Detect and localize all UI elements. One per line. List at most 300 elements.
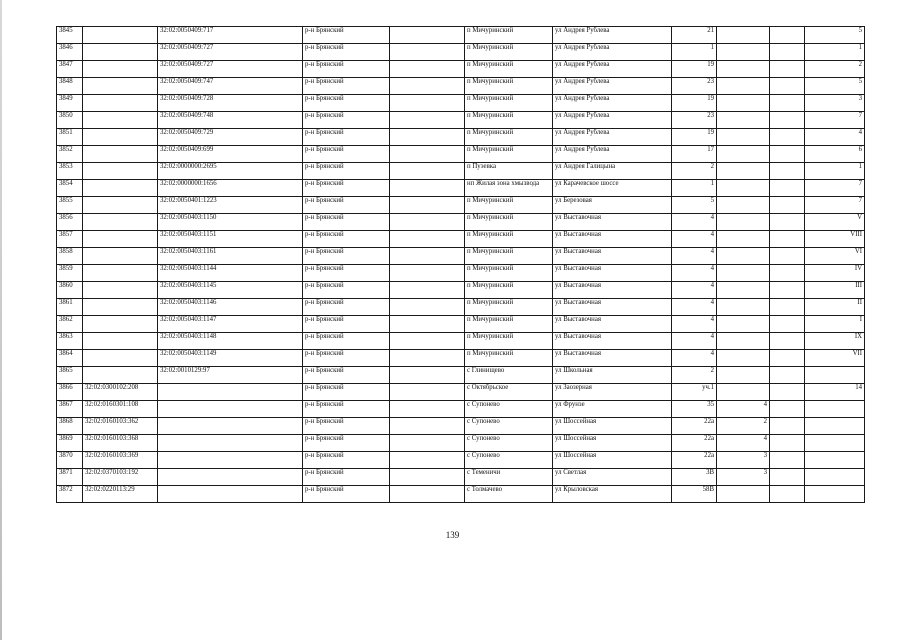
cell-extra	[770, 265, 805, 282]
table-row	[57, 401, 865, 418]
cell-house-number: уч.1	[672, 384, 717, 401]
cell-street: ул Шоссейная	[553, 452, 672, 469]
cell-house-number: 58В	[672, 486, 717, 503]
cell-house-number: 19	[672, 129, 717, 146]
cell-house-number: 4	[672, 214, 717, 231]
cell-row-number: 3847	[57, 61, 83, 78]
cell-extra	[770, 129, 805, 146]
cell-house-number: 1	[672, 44, 717, 61]
cell-cadastral-number-a	[83, 27, 158, 44]
cell-cadastral-number-a	[83, 163, 158, 180]
cell-municipality	[390, 469, 465, 486]
cell-row-number: 3848	[57, 78, 83, 95]
cell-apartment-number	[805, 452, 865, 469]
table-row	[57, 146, 865, 163]
cell-cadastral-number-b: 32:02:0050403:1148	[158, 333, 303, 350]
cell-cadastral-number-a	[83, 78, 158, 95]
cell-municipality	[390, 78, 465, 95]
cell-settlement: п Мичуринский	[465, 61, 553, 78]
table-row	[57, 469, 865, 486]
cell-apartment-number: 7	[805, 112, 865, 129]
cell-cadastral-number-a	[83, 112, 158, 129]
cell-street: ул Выставочная	[553, 231, 672, 248]
table-row	[57, 112, 865, 129]
cell-building-number	[717, 367, 770, 384]
cell-building-number	[717, 78, 770, 95]
table-row	[57, 163, 865, 180]
cell-municipality	[390, 452, 465, 469]
cell-street: ул Выставочная	[553, 316, 672, 333]
cell-extra	[770, 486, 805, 503]
cell-row-number: 3846	[57, 44, 83, 61]
cell-settlement: с Теменичи	[465, 469, 553, 486]
cell-row-number: 3871	[57, 469, 83, 486]
cell-apartment-number	[805, 435, 865, 452]
cell-district: р-н Брянский	[303, 452, 390, 469]
cell-cadastral-number-a: 32:02:0160103:369	[83, 452, 158, 469]
cell-extra	[770, 78, 805, 95]
cell-settlement: п Мичуринский	[465, 350, 553, 367]
table-row	[57, 197, 865, 214]
cell-cadastral-number-a	[83, 367, 158, 384]
cell-house-number: 4	[672, 333, 717, 350]
cell-district: р-н Брянский	[303, 418, 390, 435]
cell-house-number: 17	[672, 146, 717, 163]
cell-row-number: 3869	[57, 435, 83, 452]
cell-building-number	[717, 214, 770, 231]
cell-municipality	[390, 333, 465, 350]
cell-municipality	[390, 112, 465, 129]
cell-street: ул Выставочная	[553, 265, 672, 282]
cell-street: ул Андрея Рублева	[553, 27, 672, 44]
cell-municipality	[390, 299, 465, 316]
table-row	[57, 44, 865, 61]
cell-cadastral-number-b	[158, 435, 303, 452]
cell-municipality	[390, 95, 465, 112]
cell-district: р-н Брянский	[303, 367, 390, 384]
cell-extra	[770, 27, 805, 44]
cell-street: ул Андрея Рублева	[553, 95, 672, 112]
cell-cadastral-number-a	[83, 248, 158, 265]
cell-extra	[770, 180, 805, 197]
cell-district: р-н Брянский	[303, 95, 390, 112]
cell-apartment-number: 5	[805, 27, 865, 44]
cell-extra	[770, 61, 805, 78]
cell-settlement: п Мичуринский	[465, 316, 553, 333]
cell-row-number: 3872	[57, 486, 83, 503]
cell-apartment-number	[805, 418, 865, 435]
cell-apartment-number: 1	[805, 163, 865, 180]
cell-extra	[770, 418, 805, 435]
cell-house-number: 22а	[672, 435, 717, 452]
cell-house-number: 4	[672, 231, 717, 248]
cell-street: ул Школьная	[553, 367, 672, 384]
cell-row-number: 3856	[57, 214, 83, 231]
cell-settlement: п Мичуринский	[465, 265, 553, 282]
table-row	[57, 78, 865, 95]
cell-row-number: 3862	[57, 316, 83, 333]
cell-street: ул Андрея Рублева	[553, 146, 672, 163]
table-row	[57, 27, 865, 44]
cell-house-number: 4	[672, 282, 717, 299]
cell-row-number: 3866	[57, 384, 83, 401]
cell-cadastral-number-b	[158, 418, 303, 435]
cell-cadastral-number-b: 32:02:0050409:728	[158, 95, 303, 112]
cell-cadastral-number-b: 32:02:0050403:1145	[158, 282, 303, 299]
cell-street: ул Андрея Рублева	[553, 112, 672, 129]
cell-building-number: 4	[717, 435, 770, 452]
cell-settlement: с Супонево	[465, 452, 553, 469]
table-row	[57, 231, 865, 248]
cell-house-number: 22а	[672, 418, 717, 435]
cell-house-number: 4	[672, 299, 717, 316]
cell-cadastral-number-a	[83, 231, 158, 248]
cell-district: р-н Брянский	[303, 214, 390, 231]
cell-street: ул Выставочная	[553, 333, 672, 350]
cell-apartment-number: VII	[805, 350, 865, 367]
cell-apartment-number: I	[805, 316, 865, 333]
cell-district: р-н Брянский	[303, 435, 390, 452]
cell-street: ул Заозерная	[553, 384, 672, 401]
cell-district: р-н Брянский	[303, 401, 390, 418]
cell-settlement: п Мичуринский	[465, 333, 553, 350]
cell-row-number: 3861	[57, 299, 83, 316]
cell-extra	[770, 231, 805, 248]
table-row	[57, 435, 865, 452]
cell-extra	[770, 44, 805, 61]
cell-district: р-н Брянский	[303, 146, 390, 163]
cell-extra	[770, 282, 805, 299]
cell-building-number	[717, 180, 770, 197]
cell-district: р-н Брянский	[303, 61, 390, 78]
cell-district: р-н Брянский	[303, 384, 390, 401]
cell-municipality	[390, 44, 465, 61]
cell-house-number: 21	[672, 27, 717, 44]
cell-building-number	[717, 197, 770, 214]
cell-apartment-number: 6	[805, 146, 865, 163]
table-row	[57, 350, 865, 367]
cell-extra	[770, 367, 805, 384]
cell-cadastral-number-a: 32:02:0300102:208	[83, 384, 158, 401]
cell-house-number: 2	[672, 367, 717, 384]
cell-cadastral-number-b: 32:02:0050409:748	[158, 112, 303, 129]
cell-cadastral-number-a	[83, 44, 158, 61]
cell-extra	[770, 452, 805, 469]
cell-municipality	[390, 197, 465, 214]
cell-municipality	[390, 282, 465, 299]
cell-house-number: 23	[672, 112, 717, 129]
cell-street: ул Андрея Рублева	[553, 61, 672, 78]
cell-house-number: 19	[672, 61, 717, 78]
cell-cadastral-number-b: 32:02:0050403:1146	[158, 299, 303, 316]
table-row	[57, 333, 865, 350]
cell-building-number	[717, 486, 770, 503]
cell-house-number: 4	[672, 248, 717, 265]
table-row	[57, 452, 865, 469]
cell-row-number: 3864	[57, 350, 83, 367]
cell-cadastral-number-a	[83, 61, 158, 78]
cell-settlement: п Мичуринский	[465, 282, 553, 299]
cell-cadastral-number-a: 32:02:0160301:108	[83, 401, 158, 418]
cell-cadastral-number-b	[158, 452, 303, 469]
cell-house-number: 4	[672, 265, 717, 282]
cell-district: р-н Брянский	[303, 112, 390, 129]
cell-row-number: 3852	[57, 146, 83, 163]
cell-district: р-н Брянский	[303, 27, 390, 44]
cell-row-number: 3851	[57, 129, 83, 146]
cell-district: р-н Брянский	[303, 197, 390, 214]
cell-settlement: п Мичуринский	[465, 112, 553, 129]
cell-row-number: 3858	[57, 248, 83, 265]
registry-table	[56, 26, 865, 503]
cell-apartment-number: V	[805, 214, 865, 231]
cell-cadastral-number-b	[158, 384, 303, 401]
cell-district: р-н Брянский	[303, 469, 390, 486]
cell-extra	[770, 163, 805, 180]
cell-row-number: 3854	[57, 180, 83, 197]
cell-settlement: п Мичуринский	[465, 129, 553, 146]
cell-cadastral-number-a	[83, 350, 158, 367]
cell-building-number	[717, 95, 770, 112]
cell-settlement: с Октябрьское	[465, 384, 553, 401]
cell-cadastral-number-a	[83, 282, 158, 299]
cell-cadastral-number-b: 32:02:0050409:699	[158, 146, 303, 163]
cell-municipality	[390, 27, 465, 44]
cell-apartment-number	[805, 367, 865, 384]
cell-district: р-н Брянский	[303, 129, 390, 146]
cell-street: ул Андрея Рублева	[553, 129, 672, 146]
cell-district: р-н Брянский	[303, 231, 390, 248]
cell-cadastral-number-b: 32:02:0050409:727	[158, 44, 303, 61]
cell-municipality	[390, 316, 465, 333]
cell-row-number: 3860	[57, 282, 83, 299]
table-row	[57, 367, 865, 384]
cell-extra	[770, 95, 805, 112]
cell-extra	[770, 401, 805, 418]
cell-municipality	[390, 146, 465, 163]
cell-cadastral-number-a	[83, 180, 158, 197]
cell-cadastral-number-a	[83, 146, 158, 163]
table-row	[57, 384, 865, 401]
cell-cadastral-number-b: 32:02:0050409:717	[158, 27, 303, 44]
cell-cadastral-number-b: 32:02:0050401:1223	[158, 197, 303, 214]
cell-extra	[770, 214, 805, 231]
cell-cadastral-number-b: 32:02:0050403:1161	[158, 248, 303, 265]
cell-building-number	[717, 27, 770, 44]
cell-house-number: 5	[672, 197, 717, 214]
cell-settlement: п Мичуринский	[465, 27, 553, 44]
cell-apartment-number: 2	[805, 61, 865, 78]
cell-building-number	[717, 44, 770, 61]
cell-cadastral-number-a	[83, 299, 158, 316]
cell-extra	[770, 197, 805, 214]
cell-municipality	[390, 418, 465, 435]
cell-municipality	[390, 350, 465, 367]
cell-cadastral-number-a	[83, 129, 158, 146]
cell-district: р-н Брянский	[303, 44, 390, 61]
cell-cadastral-number-b: 32:02:0050409:747	[158, 78, 303, 95]
cell-extra	[770, 112, 805, 129]
cell-cadastral-number-b: 32:02:0050403:1151	[158, 231, 303, 248]
cell-street: ул Выставочная	[553, 248, 672, 265]
cell-settlement: с Супонево	[465, 401, 553, 418]
cell-street: ул Выставочная	[553, 282, 672, 299]
table-row	[57, 418, 865, 435]
cell-municipality	[390, 384, 465, 401]
cell-house-number: 35	[672, 401, 717, 418]
cell-building-number	[717, 316, 770, 333]
cell-municipality	[390, 265, 465, 282]
cell-building-number	[717, 231, 770, 248]
cell-settlement: нп Жилая зона хмызвода	[465, 180, 553, 197]
cell-municipality	[390, 163, 465, 180]
cell-settlement: п Мичуринский	[465, 197, 553, 214]
cell-district: р-н Брянский	[303, 282, 390, 299]
cell-row-number: 3850	[57, 112, 83, 129]
cell-apartment-number: III	[805, 282, 865, 299]
cell-cadastral-number-b: 32:02:0000000:2695	[158, 163, 303, 180]
table-row	[57, 282, 865, 299]
cell-settlement: п Мичуринский	[465, 44, 553, 61]
cell-apartment-number: VIII	[805, 231, 865, 248]
cell-district: р-н Брянский	[303, 265, 390, 282]
cell-extra	[770, 333, 805, 350]
cell-street: ул Выставочная	[553, 214, 672, 231]
cell-building-number: 3	[717, 469, 770, 486]
cell-house-number: 22а	[672, 452, 717, 469]
cell-apartment-number: 4	[805, 129, 865, 146]
cell-cadastral-number-a	[83, 265, 158, 282]
cell-extra	[770, 350, 805, 367]
cell-settlement: п Мичуринский	[465, 231, 553, 248]
cell-building-number	[717, 384, 770, 401]
cell-cadastral-number-a	[83, 316, 158, 333]
cell-municipality	[390, 435, 465, 452]
table-row	[57, 265, 865, 282]
cell-building-number	[717, 163, 770, 180]
page-edge	[0, 0, 2, 640]
cell-building-number	[717, 61, 770, 78]
cell-cadastral-number-a: 32:02:0370103:192	[83, 469, 158, 486]
table-row	[57, 486, 865, 503]
cell-extra	[770, 435, 805, 452]
cell-municipality	[390, 180, 465, 197]
cell-cadastral-number-b: 32:02:0050403:1149	[158, 350, 303, 367]
cell-street: ул Крыловская	[553, 486, 672, 503]
cell-cadastral-number-a: 32:02:0160103:362	[83, 418, 158, 435]
cell-apartment-number: 7	[805, 180, 865, 197]
cell-row-number: 3867	[57, 401, 83, 418]
cell-district: р-н Брянский	[303, 316, 390, 333]
cell-street: ул Андрея Галицына	[553, 163, 672, 180]
cell-cadastral-number-a	[83, 95, 158, 112]
table-body	[57, 27, 865, 503]
page-number: 139	[445, 530, 460, 540]
cell-building-number	[717, 282, 770, 299]
cell-district: р-н Брянский	[303, 333, 390, 350]
cell-apartment-number: 5	[805, 78, 865, 95]
cell-street: ул Выставочная	[553, 350, 672, 367]
cell-municipality	[390, 61, 465, 78]
table-row	[57, 180, 865, 197]
cell-building-number: 3	[717, 452, 770, 469]
cell-district: р-н Брянский	[303, 78, 390, 95]
cell-building-number	[717, 350, 770, 367]
cell-row-number: 3855	[57, 197, 83, 214]
cell-municipality	[390, 214, 465, 231]
cell-cadastral-number-a: 32:02:0220113:29	[83, 486, 158, 503]
cell-house-number: 19	[672, 95, 717, 112]
cell-cadastral-number-b: 32:02:0050403:1144	[158, 265, 303, 282]
cell-apartment-number	[805, 469, 865, 486]
cell-street: ул Андрея Рублева	[553, 78, 672, 95]
cell-apartment-number: VI	[805, 248, 865, 265]
cell-building-number	[717, 299, 770, 316]
cell-street: ул Шоссейная	[553, 418, 672, 435]
cell-apartment-number: II	[805, 299, 865, 316]
cell-street: ул Выставочная	[553, 299, 672, 316]
cell-cadastral-number-b: 32:02:0010129:97	[158, 367, 303, 384]
table-row	[57, 214, 865, 231]
cell-house-number: 23	[672, 78, 717, 95]
cell-municipality	[390, 401, 465, 418]
cell-building-number: 2	[717, 418, 770, 435]
cell-apartment-number: 3	[805, 95, 865, 112]
cell-street: ул Березовая	[553, 197, 672, 214]
cell-building-number: 4	[717, 401, 770, 418]
cell-cadastral-number-b: 32:02:0050409:729	[158, 129, 303, 146]
cell-cadastral-number-b: 32:02:0000000:1656	[158, 180, 303, 197]
cell-row-number: 3845	[57, 27, 83, 44]
cell-municipality	[390, 248, 465, 265]
cell-building-number	[717, 248, 770, 265]
cell-street: ул Светлая	[553, 469, 672, 486]
cell-settlement: п Мичуринский	[465, 248, 553, 265]
cell-cadastral-number-a: 32:02:0160103:368	[83, 435, 158, 452]
cell-building-number	[717, 265, 770, 282]
cell-building-number	[717, 112, 770, 129]
table-row	[57, 316, 865, 333]
table-row	[57, 95, 865, 112]
cell-row-number: 3863	[57, 333, 83, 350]
cell-row-number: 3870	[57, 452, 83, 469]
cell-building-number	[717, 129, 770, 146]
cell-district: р-н Брянский	[303, 248, 390, 265]
cell-extra	[770, 469, 805, 486]
cell-cadastral-number-b	[158, 401, 303, 418]
cell-settlement: п Мичуринский	[465, 78, 553, 95]
cell-house-number: 2	[672, 163, 717, 180]
cell-row-number: 3857	[57, 231, 83, 248]
cell-apartment-number: 1	[805, 44, 865, 61]
table-row	[57, 61, 865, 78]
cell-municipality	[390, 129, 465, 146]
cell-settlement: с Супонево	[465, 418, 553, 435]
cell-district: р-н Брянский	[303, 486, 390, 503]
cell-settlement: п Мичуринский	[465, 146, 553, 163]
cell-row-number: 3849	[57, 95, 83, 112]
cell-extra	[770, 384, 805, 401]
cell-settlement: с Супонево	[465, 435, 553, 452]
cell-extra	[770, 146, 805, 163]
cell-row-number: 3853	[57, 163, 83, 180]
cell-row-number: 3868	[57, 418, 83, 435]
cell-house-number: 1	[672, 180, 717, 197]
cell-municipality	[390, 486, 465, 503]
cell-apartment-number: 7	[805, 197, 865, 214]
cell-settlement: п Мичуринский	[465, 299, 553, 316]
cell-house-number: 3В	[672, 469, 717, 486]
